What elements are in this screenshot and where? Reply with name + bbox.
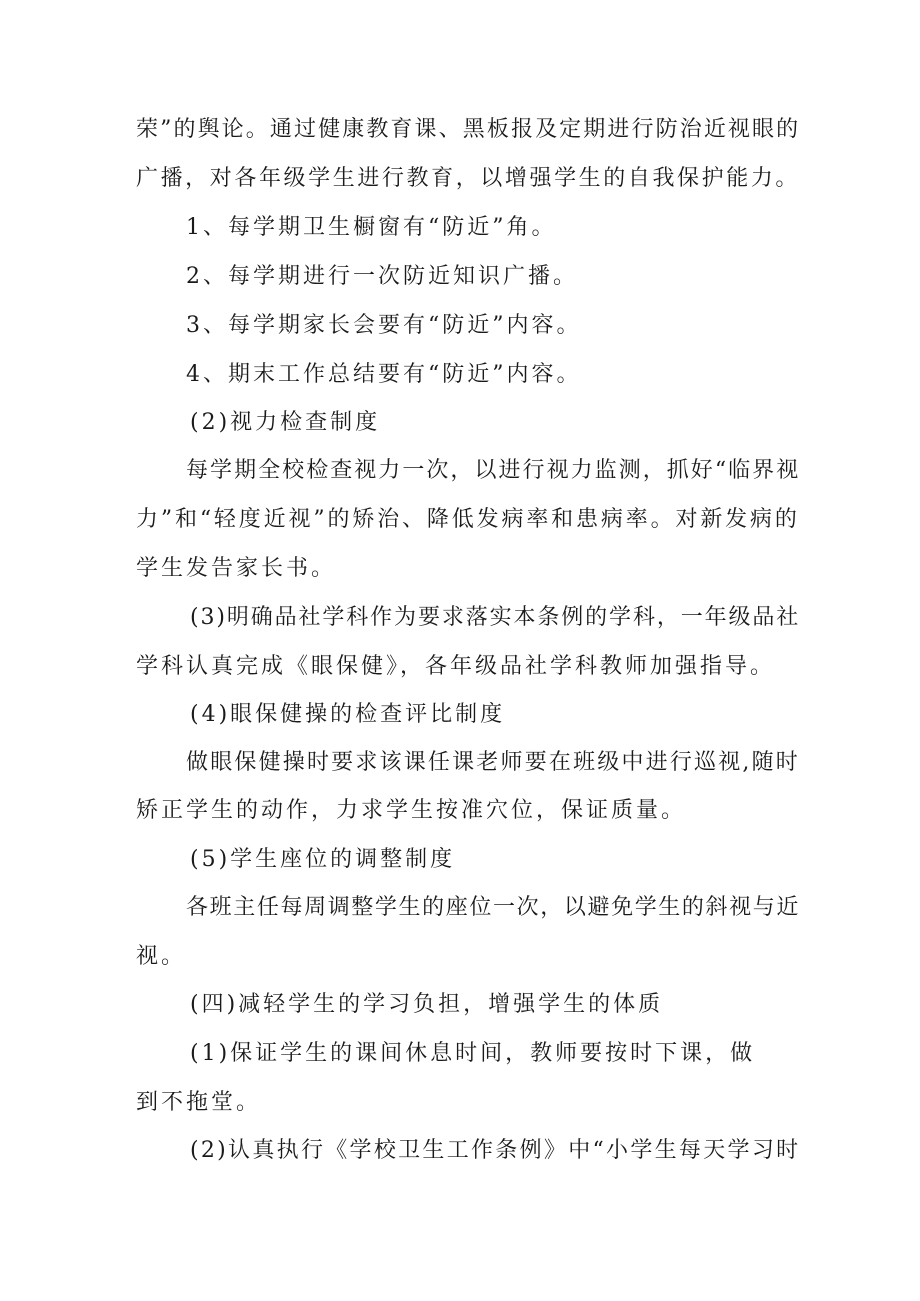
paragraph-line: 到不拖堂。 bbox=[136, 1090, 262, 1115]
list-item: 1、每学期卫生橱窗有“防近”角。 bbox=[186, 215, 557, 240]
paragraph-line: (3)明确品社学科作为要求落实本条例的学科，一年级品社 bbox=[190, 605, 801, 630]
paragraph-line: 每学期全校检查视力一次，以进行视力监测，抓好“临界视 bbox=[186, 458, 801, 483]
paragraph-line: 学科认真完成《眼保健》，各年级品社学科教师加强指导。 bbox=[136, 654, 776, 679]
list-item: 2、每学期进行一次防近知识广播。 bbox=[186, 264, 578, 289]
section-heading: (4)眼保健操的检查评比制度 bbox=[190, 702, 506, 727]
paragraph-line: (2)认真执行《学校卫生工作条例》中“小学生每天学习时 bbox=[190, 1138, 801, 1163]
paragraph-line: 广播，对各年级学生进行教育，以增强学生的自我保护能力。 bbox=[136, 166, 801, 191]
section-heading: (2)视力检查制度 bbox=[190, 410, 381, 435]
list-item: 3、每学期家长会要有“防近”内容。 bbox=[186, 313, 582, 338]
paragraph-line: 做眼保健操时要求该课任课老师要在班级中进行巡视,随时 bbox=[186, 750, 800, 775]
section-heading: (5)学生座位的调整制度 bbox=[190, 847, 456, 872]
paragraph-line: 力”和“轻度近视”的矫治、降低发病率和患病率。对新发病的 bbox=[136, 507, 800, 532]
section-heading: (四)减轻学生的学习负担，增强学生的体质 bbox=[190, 992, 664, 1017]
paragraph-line: 荣”的舆论。通过健康教育课、黑板报及定期进行防治近视眼的 bbox=[136, 117, 801, 142]
paragraph-line: 学生发告家长书。 bbox=[136, 556, 337, 581]
paragraph-line: 各班主任每周调整学生的座位一次，以避免学生的斜视与近 bbox=[186, 895, 801, 920]
paragraph-line: 视。 bbox=[136, 944, 187, 969]
paragraph-line: (1)保证学生的课间休息时间，教师要按时下课，做 bbox=[190, 1041, 756, 1066]
list-item: 4、期末工作总结要有“防近”内容。 bbox=[186, 362, 582, 387]
paragraph-line: 矫正学生的动作，力求学生按准穴位，保证质量。 bbox=[136, 798, 687, 823]
